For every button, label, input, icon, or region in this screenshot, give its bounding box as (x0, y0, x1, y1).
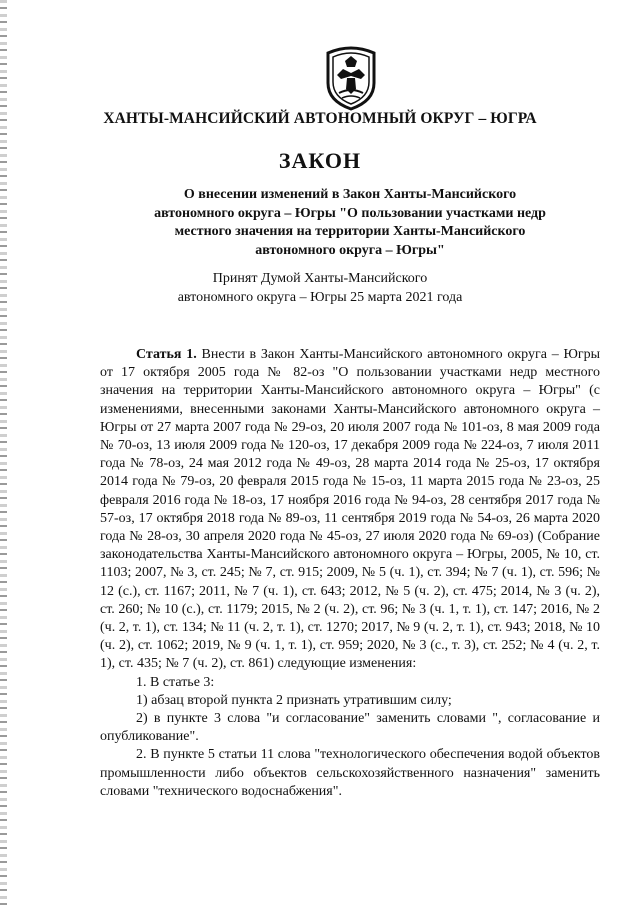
law-title-line: местного значения на территории Ханты-Мансийского (174, 224, 526, 239)
law-title-line: автономного округа – Югры "О пользовании участками недр (154, 205, 546, 221)
adoption-note (0, 270, 640, 307)
adoption-line: автономного округа – Югры 25 марта 2021 года (177, 289, 463, 305)
law-title (120, 186, 580, 260)
article-1-paragraph (100, 346, 600, 674)
region-name: ХАНТЫ-МАНСИЙСКИЙ АВТОНОМНЫЙ ОКРУГ – ЮГРА (103, 110, 537, 127)
item-1: 1. В статье 3: (136, 674, 215, 690)
item-1-subitem-1: 1) абзац второй пункта 2 признать утратившим силу; (136, 692, 452, 708)
article-body (100, 346, 600, 801)
document-type: ЗАКОН (278, 148, 362, 173)
law-title-line: автономного округа – Югры" (255, 242, 445, 258)
coat-of-arms-emblem (323, 45, 379, 111)
scan-edge (0, 0, 7, 905)
item-2: 2. В пункте 5 статьи 11 слова "технологического обеспечения водой объектов промышленности либо объектов сельскохозяйственного назначения" заменить словами "технического водоснабжения". (100, 747, 600, 799)
article-1-heading: Статья 1. (136, 347, 197, 362)
item-1-subitem-2: 2) в пункте 3 слова "и согласование" заменить словами ", согласование и опубликование". (100, 711, 600, 745)
article-1-text: Внести в Закон Ханты-Мансийского автономного округа – Югры от 17 октября 2005 года № 82-оз "О пользовании участками недр местного значения на территории Ханты-Мансийского автономного округа – Югры" (с изменениями, внесенными законами Ханты-Мансийского автономного округа – Югры от 27 марта 2007 года № 29-оз, 20 июля 2007 года № 101-оз, 8 мая 2009 года № 70-оз, 13 июля 2009 года № 120-оз, 17 декабря 2009 года № 224-оз, 7 июля 2011 года № 78-оз, 24 мая 2012 года № 49-оз, 28 марта 2014 года № 25-оз, 17 октября 2014 года № 79-оз, 20 февраля 2015 года № 15-оз, 11 марта 2015 года № 23-оз, 25 февраля 2016 года № 18-оз, 17 ноября 2016 года № 94-оз, 28 сентября 2017 года № 57-оз, 17 октября 2018 года № 89-оз, 11 сентября 2019 года № 54-оз, 26 марта 2020 года № 28-оз, 30 апреля 2020 года № 45-оз, 27 июля 2020 года № 69-оз) (Собрание законодательства Ханты-Мансийского автономного округа – Югры, 2005, № 10, ст. 1103; 2007, № 3, ст. 245; № 7, ст. 915; 2009, № 5 (ч. 1), ст. 394; № 7 (ч. 1), ст. 596; № 12 (с.), ст. 1167; 2011, № 7 (ч. 1), ст. 643; 2012, № 5 (ч. 2), ст. 475; 2014, № 3 (ч. 2), ст. 260; № 10 (с.), ст. 1179; 2015, № 2 (ч. 2), ст. 96; № 3 (ч. 1, т. 1), ст. 147; 2016, № 2 (ч. 2, т. 1), ст. 134; № 11 (ч. 2, т. 1), ст. 1270; 2017, № 9 (ч. 2, т. 1), ст. 943; 2018, № 10 (ч. 2), ст. 1062; 2019, № 9 (ч. 1, т. 1), ст. 959; 2020, № 3 (с., т. 3), ст. 252; № 4 (ч. 2, т. 1), ст. 435; № 7 (ч. 2), ст. 861) следующие изменения: (100, 347, 601, 672)
law-title-line: О внесении изменений в Закон Ханты-Мансийского (183, 187, 517, 202)
adoption-line: Принят Думой Ханты-Мансийского (212, 271, 428, 286)
